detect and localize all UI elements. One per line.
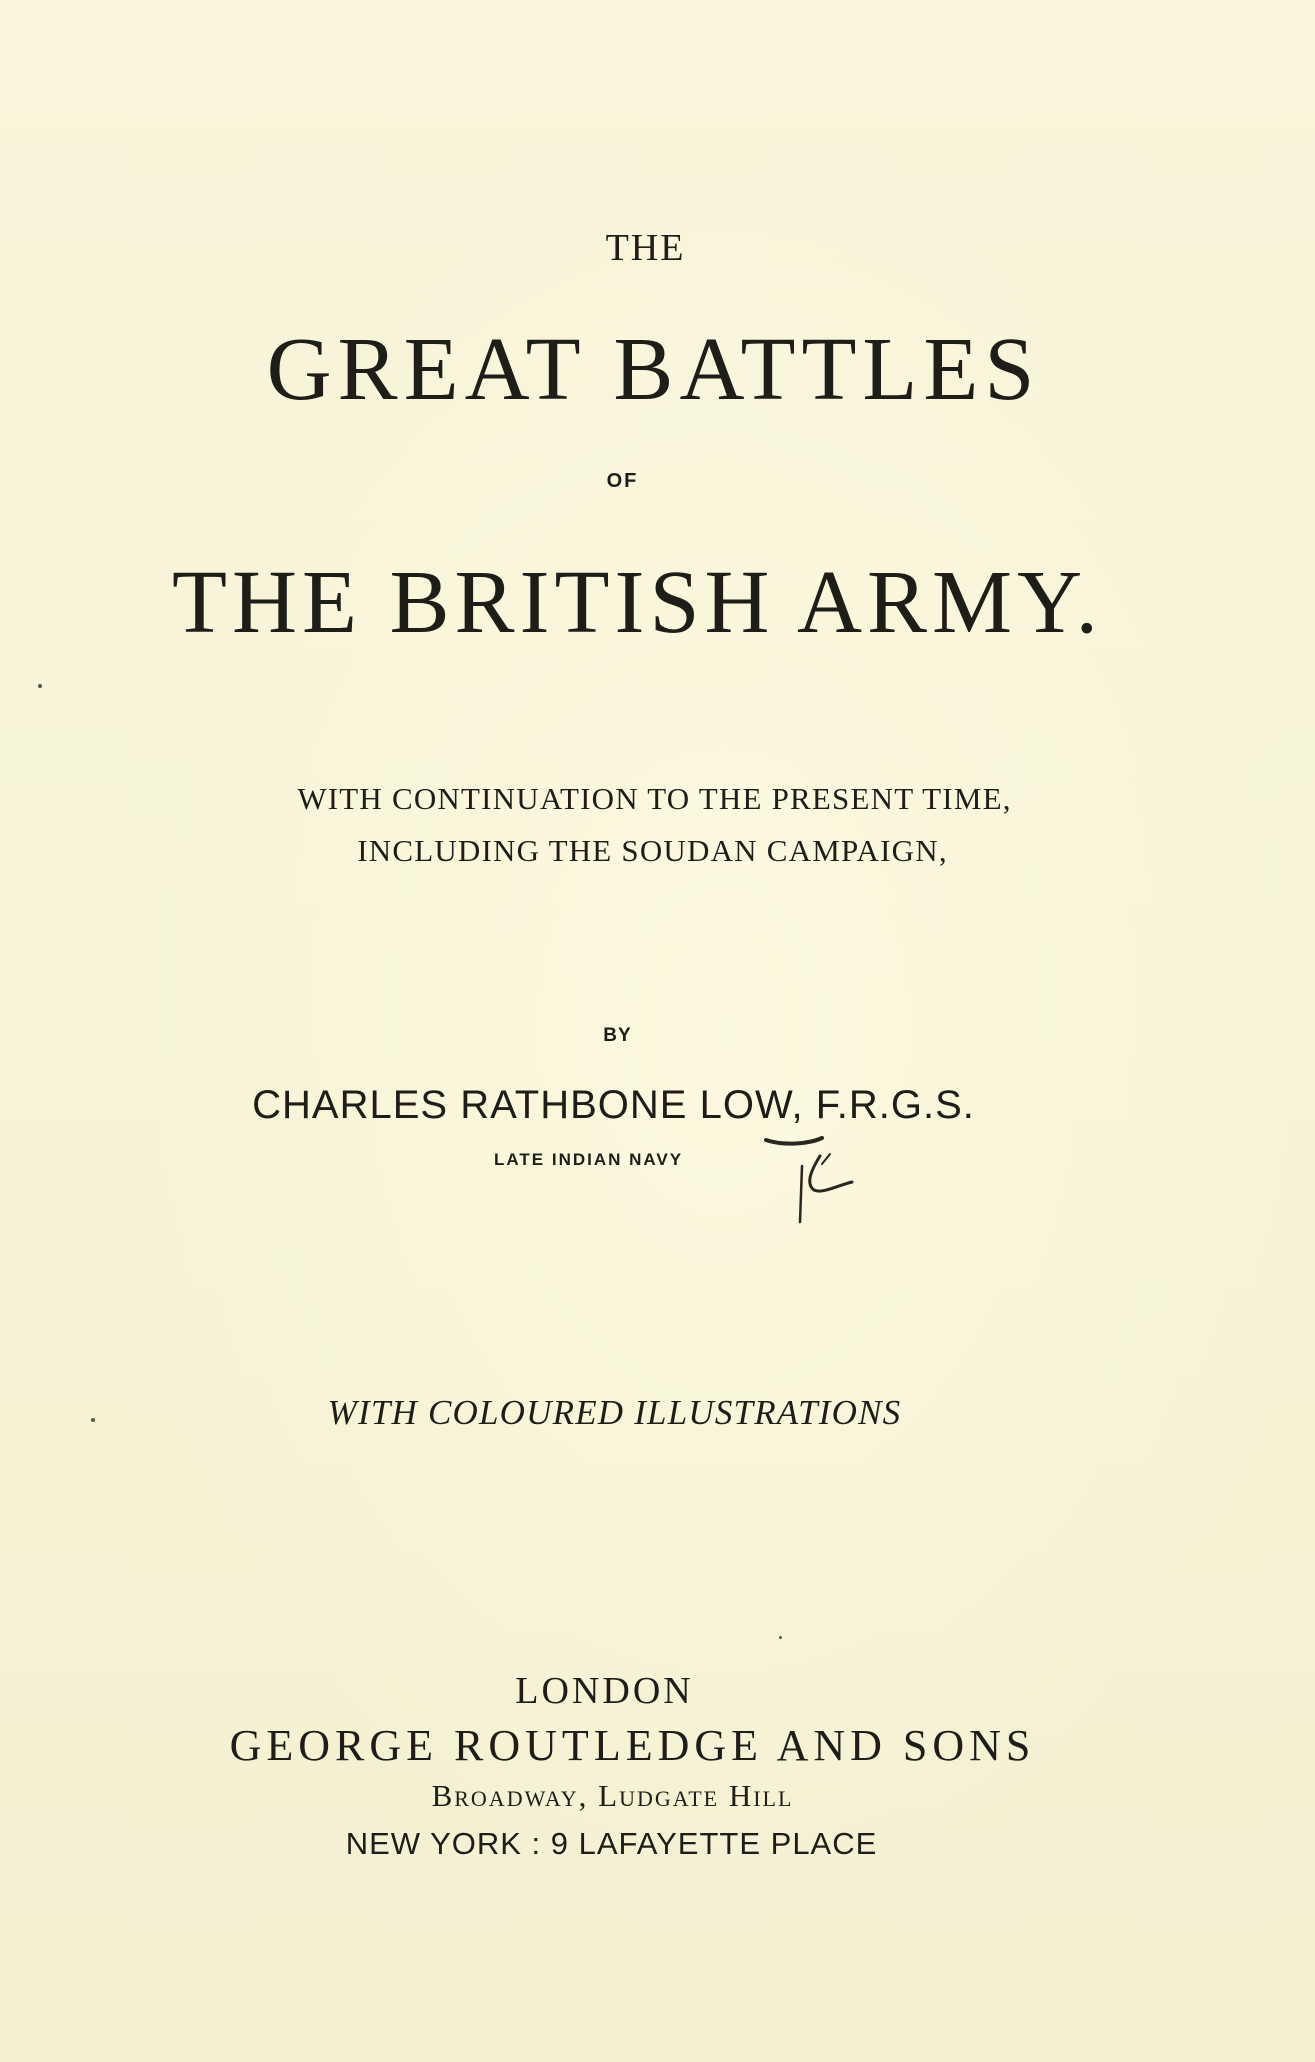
paper-speck bbox=[91, 1418, 95, 1422]
book-title-main: GREAT BATTLES bbox=[266, 320, 1041, 419]
by-line: BY bbox=[603, 1025, 632, 1046]
heading-the: THE bbox=[605, 227, 686, 269]
author-name: CHARLES RATHBONE LOW, F.R.G.S. bbox=[252, 1083, 975, 1127]
publisher-address: Broadway, Ludgate Hill bbox=[431, 1778, 794, 1813]
publisher-name: GEORGE ROUTLEDGE AND SONS bbox=[229, 1721, 1036, 1770]
author-affiliation: LATE INDIAN NAVY bbox=[494, 1150, 684, 1169]
paper-speck bbox=[38, 684, 42, 688]
book-title-sub: THE BRITISH ARMY. bbox=[172, 553, 1103, 652]
subtitle-line-1: WITH CONTINUATION TO THE PRESENT TIME, bbox=[297, 781, 1012, 816]
subtitle-line-2: INCLUDING THE SOUDAN CAMPAIGN, bbox=[357, 833, 948, 868]
publication-city: LONDON bbox=[515, 1670, 694, 1712]
illustrations-note: WITH COLOURED ILLUSTRATIONS bbox=[327, 1393, 902, 1432]
publisher-new-york-address: NEW YORK : 9 LAFAYETTE PLACE bbox=[345, 1826, 878, 1861]
heading-of: OF bbox=[606, 470, 639, 492]
handwritten-mark-icon bbox=[764, 1136, 884, 1228]
paper-speck bbox=[779, 1636, 782, 1639]
